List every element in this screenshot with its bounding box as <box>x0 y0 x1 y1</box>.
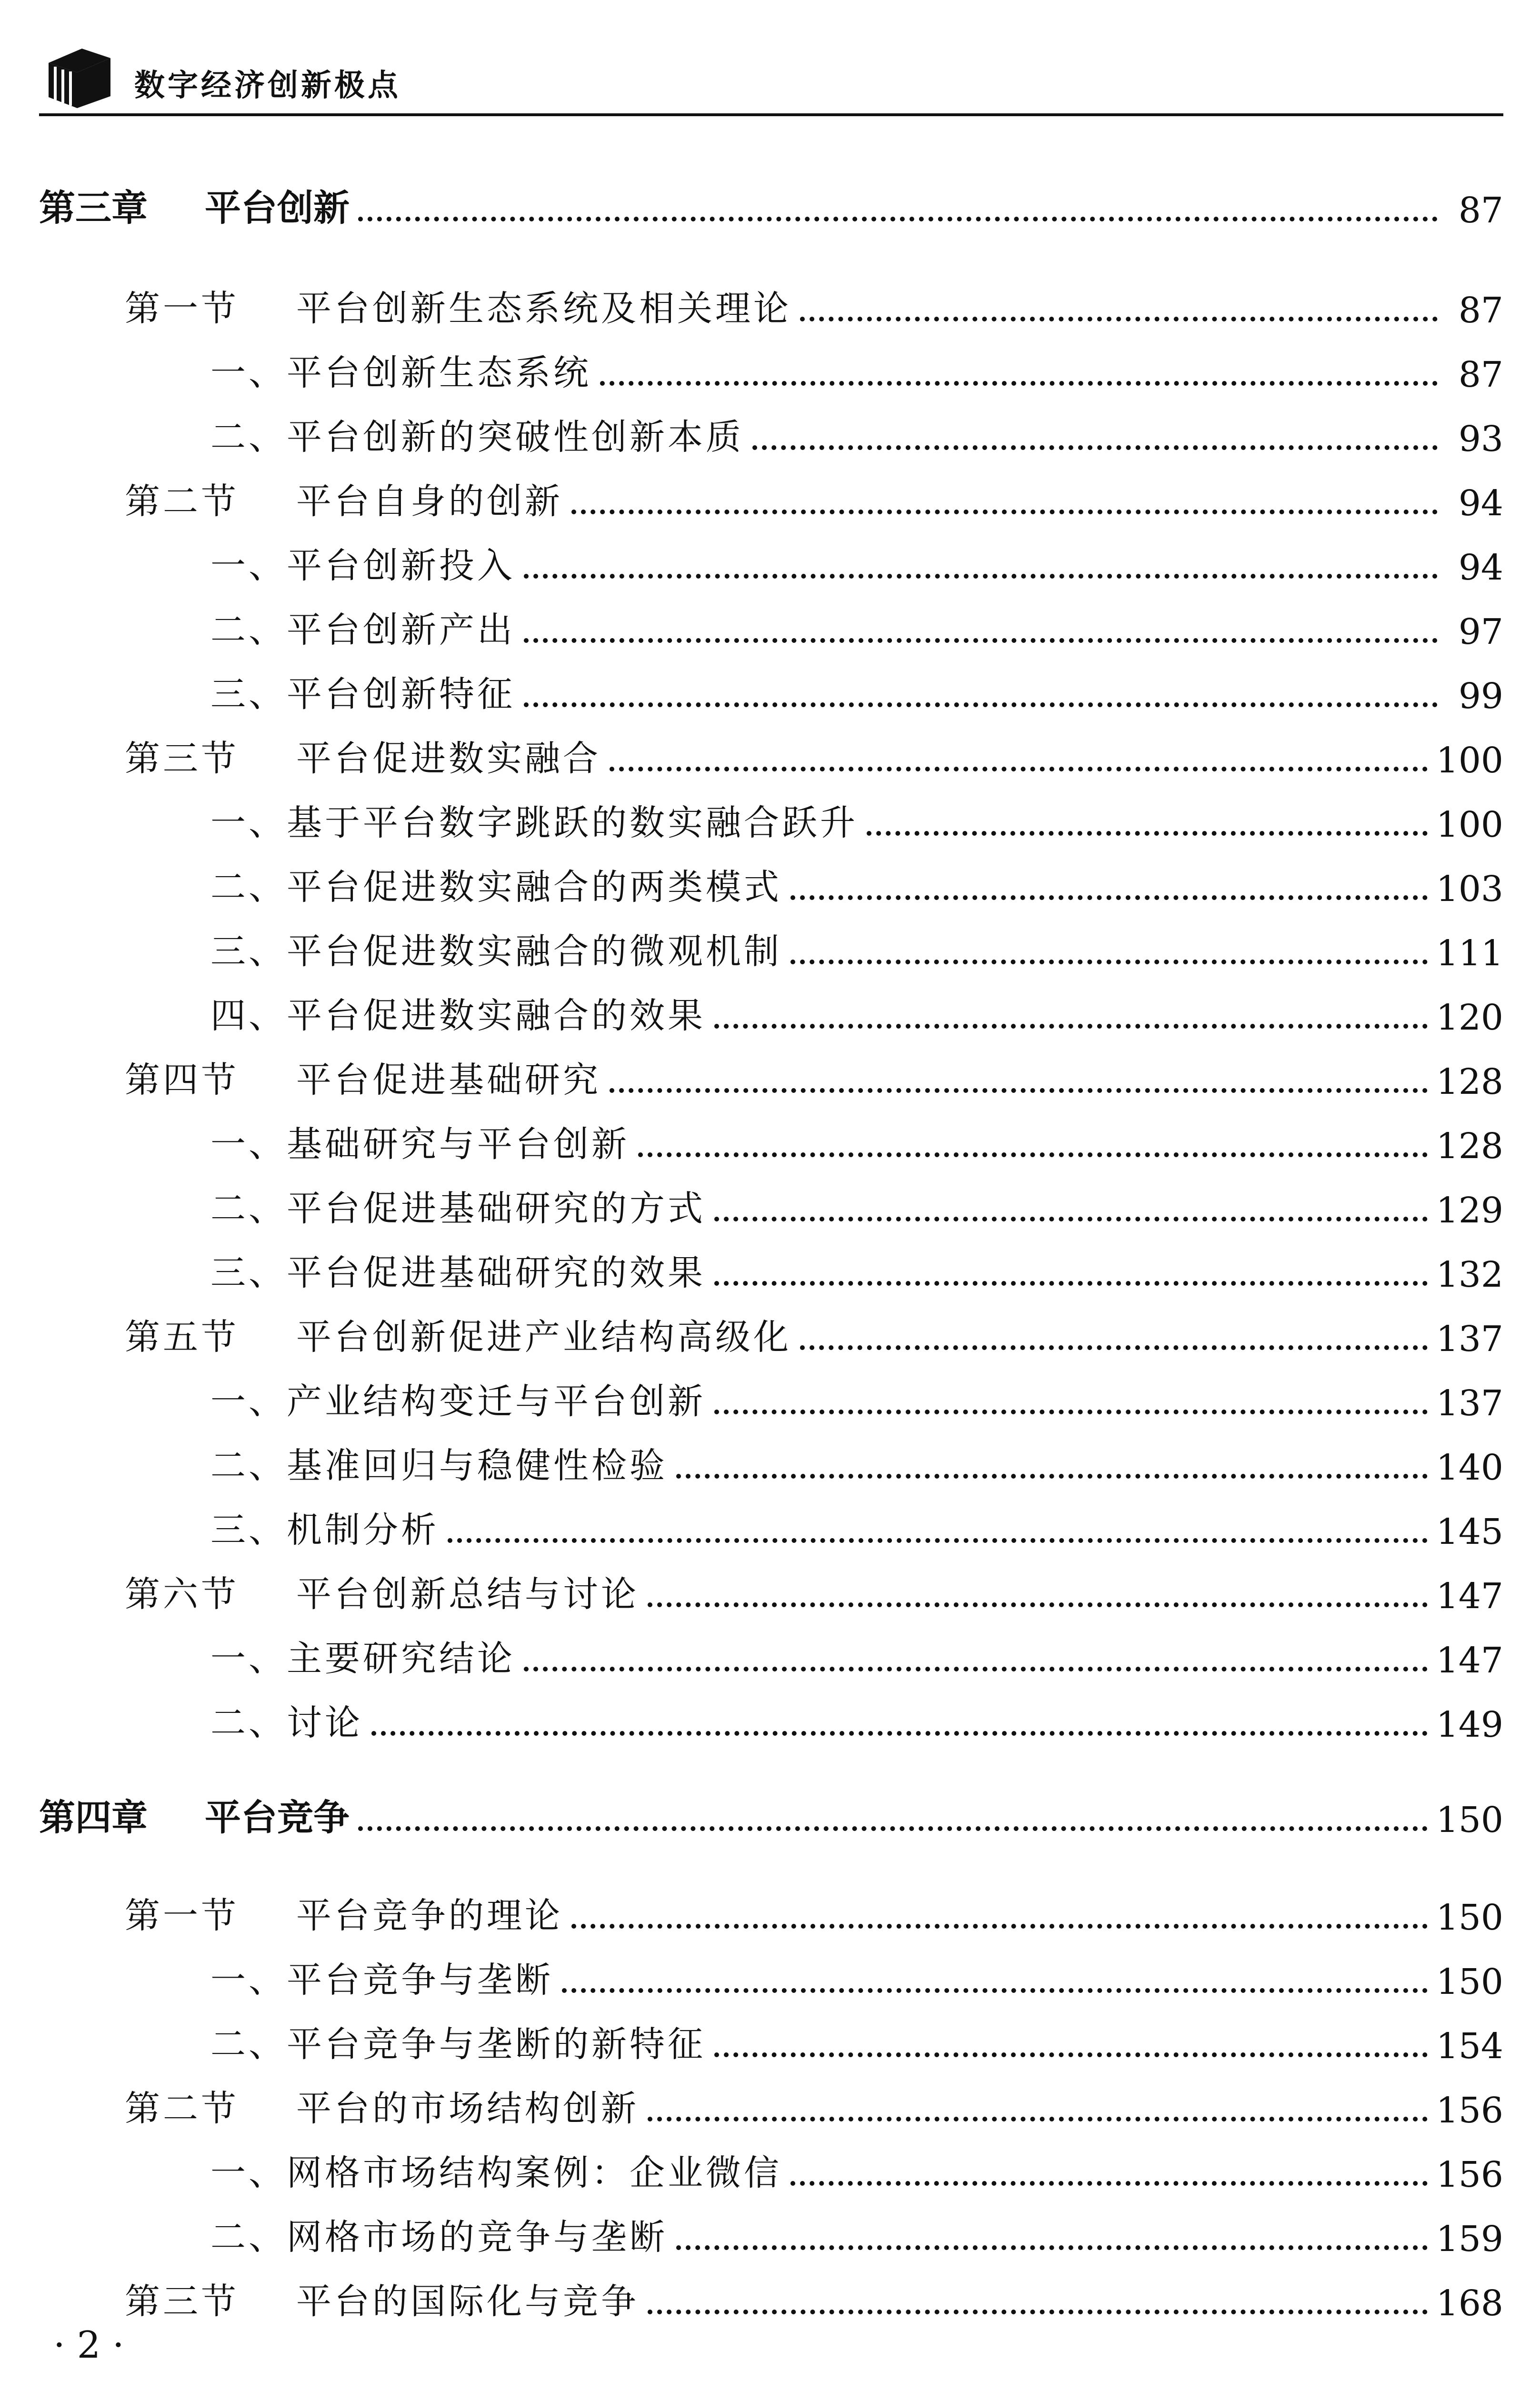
toc-dot-leader <box>600 381 1438 386</box>
toc-entry-subsection <box>39 986 1503 1038</box>
page-number: · 2 · <box>53 2324 124 2367</box>
toc-entry-chapter <box>39 179 1503 231</box>
toc-entry-subsection <box>39 536 1503 588</box>
toc-entry-subsection <box>39 1114 1503 1167</box>
toc-dot-leader <box>610 1088 1428 1093</box>
toc-entry-title: 一、主要研究结论 <box>210 1638 515 1679</box>
toc-entry-title: 平台促进基础研究 <box>296 1060 601 1100</box>
toc-entry-section <box>39 1307 1503 1360</box>
toc-dot-leader <box>610 767 1428 771</box>
toc-entry-number: 第三节 <box>125 738 239 779</box>
toc-entry-page: 147 <box>1436 1576 1503 1617</box>
toc-entry-title: 二、讨论 <box>210 1702 363 1743</box>
toc-dot-leader <box>714 1024 1428 1029</box>
toc-entry-page: 120 <box>1436 997 1503 1038</box>
toc-entry-title: 一、产业结构变迁与平台创新 <box>210 1381 706 1422</box>
toc-entry-label <box>125 1052 601 1102</box>
toc-entry-page: 137 <box>1436 1319 1503 1360</box>
toc-entry-label <box>125 1309 791 1360</box>
toc-entry-label <box>125 473 563 524</box>
toc-entry-number: 第三章 <box>39 187 148 229</box>
toc-entry-label <box>210 1631 515 1681</box>
toc-entry-number: 第五节 <box>125 1317 239 1358</box>
toc-entry-page: 87 <box>1458 290 1503 331</box>
toc-dot-leader <box>714 1281 1428 1286</box>
toc-dot-leader <box>524 574 1438 579</box>
toc-entry-label <box>210 988 706 1038</box>
toc-entry-subsection <box>39 1629 1503 1681</box>
toc-dot-leader <box>524 1667 1428 1671</box>
toc-entry-page: 87 <box>1458 354 1503 395</box>
toc-dot-leader <box>358 217 1438 221</box>
toc-entry-page: 99 <box>1458 676 1503 717</box>
toc-dot-leader <box>448 1538 1428 1543</box>
toc-entry-page: 156 <box>1436 2154 1503 2195</box>
toc-dot-leader <box>524 638 1438 643</box>
toc-entry-page: 154 <box>1436 2026 1503 2067</box>
toc-dot-leader <box>790 895 1428 900</box>
toc-entry-number: 第六节 <box>125 1574 239 1615</box>
toc-entry-label <box>210 2145 782 2195</box>
toc-dot-leader <box>648 2310 1428 2314</box>
toc-entry-label <box>125 1566 639 1617</box>
toc-entry-title: 平台创新总结与讨论 <box>296 1574 639 1615</box>
toc-entry-title: 平台的国际化与竞争 <box>296 2281 639 2322</box>
toc-entry-label <box>39 1789 350 1841</box>
toc-entry-page: 128 <box>1436 1061 1503 1102</box>
toc-entry-page: 150 <box>1436 1800 1503 1841</box>
toc-dot-leader <box>790 2181 1428 2186</box>
toc-entry-label <box>39 179 350 231</box>
toc-entry-label <box>210 409 744 460</box>
toc-entry-title: 一、平台创新生态系统 <box>210 352 591 393</box>
toc-entry-label <box>210 1502 439 1552</box>
toc-entry-label <box>210 2016 706 2067</box>
toc-entry-title: 一、基于平台数字跳跃的数实融合跃升 <box>210 802 858 843</box>
toc-dot-leader <box>571 1924 1428 1929</box>
toc-entry-subsection <box>39 664 1503 717</box>
toc-entry-page: 94 <box>1458 547 1503 588</box>
toc-entry-page: 94 <box>1458 483 1503 524</box>
toc-entry-number: 第一节 <box>125 288 239 329</box>
toc-entry-page: 159 <box>1436 2219 1503 2260</box>
toc-entry-number: 第三节 <box>125 2281 239 2322</box>
toc-entry-title: 二、平台促进基础研究的方式 <box>210 1188 706 1229</box>
toc-entry-label <box>125 280 791 331</box>
toc-entry-page: 147 <box>1436 1640 1503 1681</box>
toc-entry-title: 一、平台创新投入 <box>210 545 515 586</box>
toc-dot-leader <box>714 1410 1428 1414</box>
toc-entry-subsection <box>39 1436 1503 1488</box>
toc-entry-label <box>210 1116 630 1167</box>
toc-entry-subsection <box>39 1950 1503 2002</box>
toc-entry-title: 平台竞争 <box>205 1796 350 1839</box>
toc-entry-subsection <box>39 1179 1503 1231</box>
toc-entry-page: 111 <box>1436 933 1503 974</box>
toc-entry-title: 二、平台促进数实融合的两类模式 <box>210 867 782 908</box>
toc-entry-label <box>210 602 515 652</box>
toc-entry-page: 137 <box>1436 1383 1503 1424</box>
toc-dot-leader <box>571 510 1438 514</box>
toc-entry-label <box>210 1373 706 1424</box>
toc-entry-page: 100 <box>1436 804 1503 845</box>
toc-entry-title: 平台促进数实融合 <box>296 738 601 779</box>
toc-entry-chapter <box>39 1788 1503 1841</box>
toc-entry-label <box>210 1180 706 1231</box>
toc-entry-label <box>210 538 515 588</box>
toc-entry-page: 150 <box>1436 1961 1503 2002</box>
toc-dot-leader <box>676 2245 1428 2250</box>
toc-entry-label <box>210 2209 668 2260</box>
toc-entry-section <box>39 2271 1503 2324</box>
toc-dot-leader <box>800 317 1438 321</box>
toc-entry-page: 145 <box>1436 1511 1503 1552</box>
toc-entry-page: 150 <box>1436 1897 1503 1938</box>
toc-dot-leader <box>867 831 1428 836</box>
toc-dot-leader <box>638 1152 1428 1157</box>
running-header-title: 数字经济创新极点 <box>134 68 401 103</box>
toc-entry-page: 128 <box>1436 1126 1503 1167</box>
toc-entry-number: 第二节 <box>125 2088 239 2129</box>
toc-entry-title: 二、平台竞争与垄断的新特征 <box>210 2024 706 2065</box>
toc-entry-subsection <box>39 793 1503 845</box>
toc-entry-title: 二、平台创新产出 <box>210 610 515 650</box>
toc-entry-label <box>125 2081 639 2131</box>
toc-entry-section <box>39 1564 1503 1617</box>
toc-entry-page: 129 <box>1436 1190 1503 1231</box>
toc-entry-title: 二、基准回归与稳健性检验 <box>210 1445 668 1486</box>
toc-entry-title: 三、平台促进基础研究的效果 <box>210 1252 706 1293</box>
toc-entry-section <box>39 1886 1503 1938</box>
toc-entry-title: 一、网格市场结构案例：企业微信 <box>210 2152 782 2193</box>
toc-dot-leader <box>562 1988 1428 1993</box>
toc-entry-number: 第四章 <box>39 1796 148 1839</box>
toc-entry-label <box>210 1438 668 1488</box>
toc-entry-title: 三、平台创新特征 <box>210 674 515 715</box>
toc-dot-leader <box>524 702 1438 707</box>
toc-entry-section <box>39 471 1503 524</box>
toc-entry-page: 100 <box>1436 740 1503 781</box>
toc-entry-page: 168 <box>1436 2283 1503 2324</box>
toc-entry-title: 平台创新 <box>205 187 350 229</box>
toc-entry-number: 第一节 <box>125 1895 239 1936</box>
toc-entry-title: 三、机制分析 <box>210 1510 439 1551</box>
toc-dot-leader <box>800 1345 1428 1350</box>
toc-dot-leader <box>676 1474 1428 1479</box>
toc-entry-subsection <box>39 857 1503 910</box>
toc-entry-label <box>125 1888 563 1938</box>
toc-entry-page: 93 <box>1458 419 1503 460</box>
toc-entry-page: 103 <box>1436 869 1503 910</box>
toc-entry-subsection <box>39 1243 1503 1295</box>
toc-entry-subsection <box>39 2143 1503 2195</box>
toc-dot-leader <box>790 960 1428 964</box>
toc-entry-title: 平台创新促进产业结构高级化 <box>296 1317 791 1358</box>
toc-entry-title: 二、平台创新的突破性创新本质 <box>210 417 744 458</box>
toc-dot-leader <box>648 2117 1428 2121</box>
toc-entry-title: 一、基础研究与平台创新 <box>210 1124 630 1165</box>
toc-entry-title: 平台创新生态系统及相关理论 <box>296 288 791 329</box>
toc-dot-leader <box>714 1217 1428 1221</box>
toc-entry-label <box>210 795 858 845</box>
toc-entry-number: 第四节 <box>125 1060 239 1100</box>
toc-entry-section <box>39 729 1503 781</box>
toc-dot-leader <box>648 1602 1428 1607</box>
toc-entry-label <box>210 345 591 395</box>
toc-entry-subsection <box>39 1500 1503 1552</box>
toc-entry-page: 149 <box>1436 1704 1503 1745</box>
toc-entry-label <box>210 859 782 910</box>
toc-entry-label <box>210 923 782 974</box>
toc-entry-subsection <box>39 921 1503 974</box>
toc-entry-label <box>125 2273 639 2324</box>
toc-entry-title: 平台竞争的理论 <box>296 1895 563 1936</box>
toc-entry-section <box>39 2079 1503 2131</box>
toc-entry-label <box>210 666 515 717</box>
toc-entry-title: 二、网格市场的竞争与垄断 <box>210 2217 668 2258</box>
toc-entry-page: 140 <box>1436 1447 1503 1488</box>
toc-dot-leader <box>358 1826 1428 1831</box>
toc-dot-leader <box>752 445 1438 450</box>
toc-entry-label <box>210 1952 553 2002</box>
toc-entry-subsection <box>39 1371 1503 1424</box>
toc-entry-page: 156 <box>1436 2090 1503 2131</box>
toc-entry-section <box>39 1050 1503 1102</box>
toc-entry-label <box>210 1245 706 1295</box>
toc-entry-title: 四、平台促进数实融合的效果 <box>210 995 706 1036</box>
toc-entry-subsection <box>39 2014 1503 2067</box>
toc-entry-subsection <box>39 343 1503 395</box>
toc-entry-subsection <box>39 407 1503 460</box>
toc-entry-subsection <box>39 600 1503 652</box>
toc-entry-page: 97 <box>1458 611 1503 652</box>
toc-entry-section <box>39 279 1503 331</box>
toc-entry-title: 平台自身的创新 <box>296 481 563 522</box>
toc-dot-leader <box>714 2052 1428 2057</box>
toc-entry-title: 一、平台竞争与垄断 <box>210 1960 553 2001</box>
toc-entry-subsection <box>39 1693 1503 1745</box>
toc-entry-page: 87 <box>1458 190 1503 231</box>
toc-entry-label <box>210 1695 363 1745</box>
toc-entry-title: 平台的市场结构创新 <box>296 2088 639 2129</box>
toc-entry-subsection <box>39 2207 1503 2260</box>
toc-dot-leader <box>371 1731 1428 1736</box>
toc-entry-number: 第二节 <box>125 481 239 522</box>
toc-entry-label <box>125 730 601 781</box>
toc-entry-page: 132 <box>1436 1254 1503 1295</box>
toc-entry-title: 三、平台促进数实融合的微观机制 <box>210 931 782 972</box>
